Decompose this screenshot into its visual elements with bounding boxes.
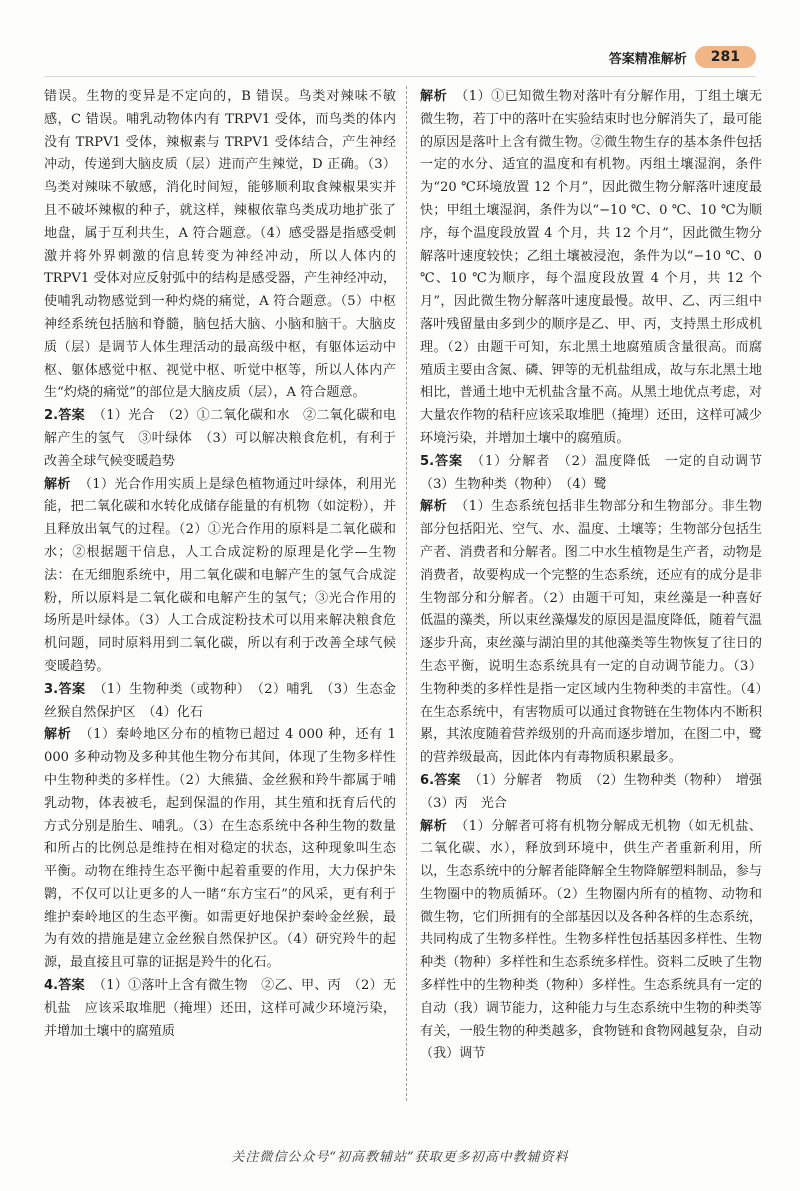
page-number-badge: 281 bbox=[695, 46, 756, 68]
analysis-line bbox=[420, 496, 762, 770]
column-divider bbox=[406, 86, 407, 1101]
question-number: 6. bbox=[420, 772, 435, 788]
analysis-text: （1）秦岭地区分布的植物已超过 4 000 种，还有 1 000 多种动物及多种其他生物分布其间，体现了生物多样性中生物种类的多样性。（2）大熊猫、金丝猴和羚牛都属于哺乳动物，体表被毛，起到保温的作用，其生殖和抚育后代的方式分别是胎生、哺乳。（3）在生态系统中各种生物的数量和所占的比例总是维持在相对稳定的状态，这种现象叫生态平衡。动物在维持生态平衡中起着重要的作用，大力保护朱鹮，不仅可以让更多的人一睹“东方宝石”的风采，更有利于维护秦岭地区的生态平衡。如需更好地保护秦岭金丝猴，最为有效的措施是建立金丝猴自然保护区。（4）研究羚牛的起源，最直接且可靠的证据是羚牛的化石。 bbox=[44, 727, 397, 971]
question-4 bbox=[44, 975, 396, 1043]
analysis-line bbox=[44, 724, 396, 975]
analysis-tag: 解析 bbox=[420, 89, 448, 104]
answer-line bbox=[44, 679, 396, 725]
question-2 bbox=[44, 405, 396, 679]
analysis-text: （1）生态系统包括非生物部分和生物部分。非生物部分包括阳光、空气、水、温度、土壤等；生物部分包括生产者、消费者和分解者。图二中水生植物是生产者，动物是消费者，故要构成一个完整的生态系统，还应有的成分是非生物部分和分解者。（2）由题干可知，束丝藻是一种喜好低温的藻类，所以束丝藻爆发的原因是温度降低，随着气温逐步升高，束丝藻与湖泊里的其他藻类等生物恢复了往日的生态平衡，说明生态系统具有一定的自动调节能力。（3）生物种类的多样性是指一定区域内生物种类的丰富性。（4）在生态系统中，有害物质可以通过食物链在生物体内不断积累，其浓度随着营养级别的升高而逐步增加，在图二中，鹭的营养级最高，因此体内有毒物质积累最多。 bbox=[420, 499, 762, 766]
answer-text: （1）分解者 物质 （2）生物种类（物种） 增强 （3）丙 光合 bbox=[420, 772, 776, 811]
answer-tag: 答案 bbox=[434, 772, 461, 788]
question-number: 5. bbox=[420, 453, 435, 469]
question-number: 4. bbox=[44, 978, 59, 994]
analysis-line bbox=[420, 816, 762, 1067]
q4-analysis-line bbox=[420, 86, 762, 451]
answer-text: （1）生物种类（或物种） （2）哺乳 （3）生态金丝猴自然保护区 （4）化石 bbox=[44, 681, 397, 720]
analysis-tag: 解析 bbox=[44, 476, 71, 492]
answer-text: （1）分解者 （2）温度降低 一定的自动调节 （3）生物种类（物种） （4）鹭 bbox=[420, 453, 776, 492]
left-column bbox=[44, 86, 396, 1043]
answer-tag: 答案 bbox=[434, 453, 463, 469]
right-column bbox=[420, 86, 776, 1066]
answer-line bbox=[44, 975, 396, 1043]
answer-line bbox=[420, 451, 776, 497]
analysis-text: （1）①已知微生物对落叶有分解作用，丁组土壤无微生物，若丁中的落叶在实验结束时也分解消失了，最可能的原因是落叶上含有微生物。②微生物生存的基本条件包括一定的水分、适宜的温度和有机物。丙组土壤湿润，条件为“20 ℃环境放置 12 个月”，因此微生物分解落叶速度最快；甲组土壤湿润，条件为以“−10 ℃、0 ℃、10 ℃为顺序，每个温度段放置 4 个月，共 12 个月”，因此微生物分解落叶速度较快；乙组土壤被浸泡，条件为以“−10 ℃、0 ℃、10 ℃为顺序，每个温度段放置 4 个月，共 12 个月”，因此微生物分解落叶速度最慢。故甲、乙、丙三组中落叶残留量由多到少的顺序是乙、甲、丙，支持黑土形成机理。（2）由题干可知，东北黑土地腐殖质含量很高。而腐殖质主要由含氮、磷、钾等的无机盐组成，故与东北黑土地相比，普通土地中无机盐含量不高。从黑土地优点考虑，对大量农作物的秸秆应该采取堆肥（掩埋）还田，这样可减少环境污染，并增加土壤中的腐殖质。 bbox=[420, 89, 762, 446]
continued-analysis: 错误。生物的变异是不定向的，B 错误。鸟类对辣味不敏感，C 错误。哺乳动物体内有 TRPV1 受体，而鸟类的体内没有 TRPV1 受体，辣椒素与 TRPV1 受体结合，产生神经冲动，传递到大脑皮质（层）进而产生辣觉，D 正确。（3）鸟类对辣味不敏感，消化时间短，能够顺利取食辣椒果实并且不破坏辣椒的种子，就这样，辣椒依靠鸟类成功地扩张了地盘，属于互利共生，A 符合题意。（4）感受器是指感受刺激并将外界刺激的信息转变为神经冲动，所以人体内的 TRPV1 受体对应反射弧中的结构是感受器，产生神经冲动，使哺乳动物感觉到一种灼烧的痛觉，A 符合题意。（5）中枢神经系统包括脑和脊髓，脑包括大脑、小脑和脑干。大脑皮质（层）是调节人体生理活动的最高级中枢，有躯体运动中枢、躯体感觉中枢、视觉中枢、听觉中枢等，所以人体内产生“灼烧的痛觉”的部位是大脑皮质（层），A 符合题意。 bbox=[44, 89, 396, 401]
question-number: 2. bbox=[44, 408, 59, 424]
answer-text: （1）①落叶上含有微生物 ②乙、甲、丙 （2）无机盐 应该采取堆肥（掩埋）还田，这样可减少环境污染，并增加土壤中的腐殖质 bbox=[44, 978, 396, 1039]
analysis-line bbox=[44, 474, 396, 679]
analysis-text: （1）分解者可将有机物分解成无机物（如无机盐、二氧化碳、水），释放到环境中，供生产者重新利用，所以，生态系统中的分解者能降解全生物降解塑料制品，参与生物圈中的物质循环。（2）生物圈内所有的植物、动物和微生物，它们所拥有的全部基因以及各种各样的生态系统，共同构成了生物多样性。生物多样性包括基因多样性、生物种类（物种）多样性和生态系统多样性。资料二反映了生物多样性中的生物种类（物种）多样性。生态系统具有一定的自动（我）调节能力，这种能力与生态系统中生物的种类等有关，一般生物的种类越多，食物链和食物网越复杂，自动（我）调节 bbox=[420, 818, 762, 1062]
section-title: 答案精准解析 bbox=[608, 51, 687, 67]
page-header bbox=[609, 44, 756, 70]
answer-line bbox=[44, 405, 396, 473]
answer-text: （1）光合 （2）①二氧化碳和水 ②二氧化碳和电解产生的氢气 ③叶绿体 （3）可以解决粮食危机，有利于改善全球气候变暖趋势 bbox=[44, 408, 396, 469]
answer-tag: 答案 bbox=[58, 408, 85, 424]
footer-note: 关注微信公众号“初高教辅站”获取更多初高中教辅资料 bbox=[231, 1150, 569, 1165]
question-3 bbox=[44, 679, 396, 975]
analysis-text: （1）光合作用实质上是绿色植物通过叶绿体，利用光能，把二氧化碳和水转化成储存能量的有机物（如淀粉），并且释放出氧气的过程。（2）①光合作用的原料是二氧化碳和水；②根据题干信息，人工合成淀粉的原理是化学—生物法：在无细胞系统中，用二氧化碳和电解产生的氢气合成淀粉，所以原料是二氧化碳和电解产生的氢气；③光合作用的场所是叶绿体。（3）人工合成淀粉技术可以用来解决粮食危机问题，同时原料用到二氧化碳，所以有利于改善全球气候变暖趋势。 bbox=[44, 476, 396, 674]
question-6 bbox=[420, 770, 776, 1066]
header-rule bbox=[44, 76, 756, 77]
analysis-tag: 解析 bbox=[420, 818, 448, 834]
answer-tag: 答案 bbox=[58, 978, 85, 994]
analysis-tag: 解析 bbox=[420, 499, 448, 515]
answer-line bbox=[420, 770, 776, 816]
answer-tag: 答案 bbox=[58, 681, 86, 697]
question-5 bbox=[420, 451, 776, 770]
question-number: 3. bbox=[44, 681, 59, 697]
analysis-tag: 解析 bbox=[44, 727, 72, 743]
